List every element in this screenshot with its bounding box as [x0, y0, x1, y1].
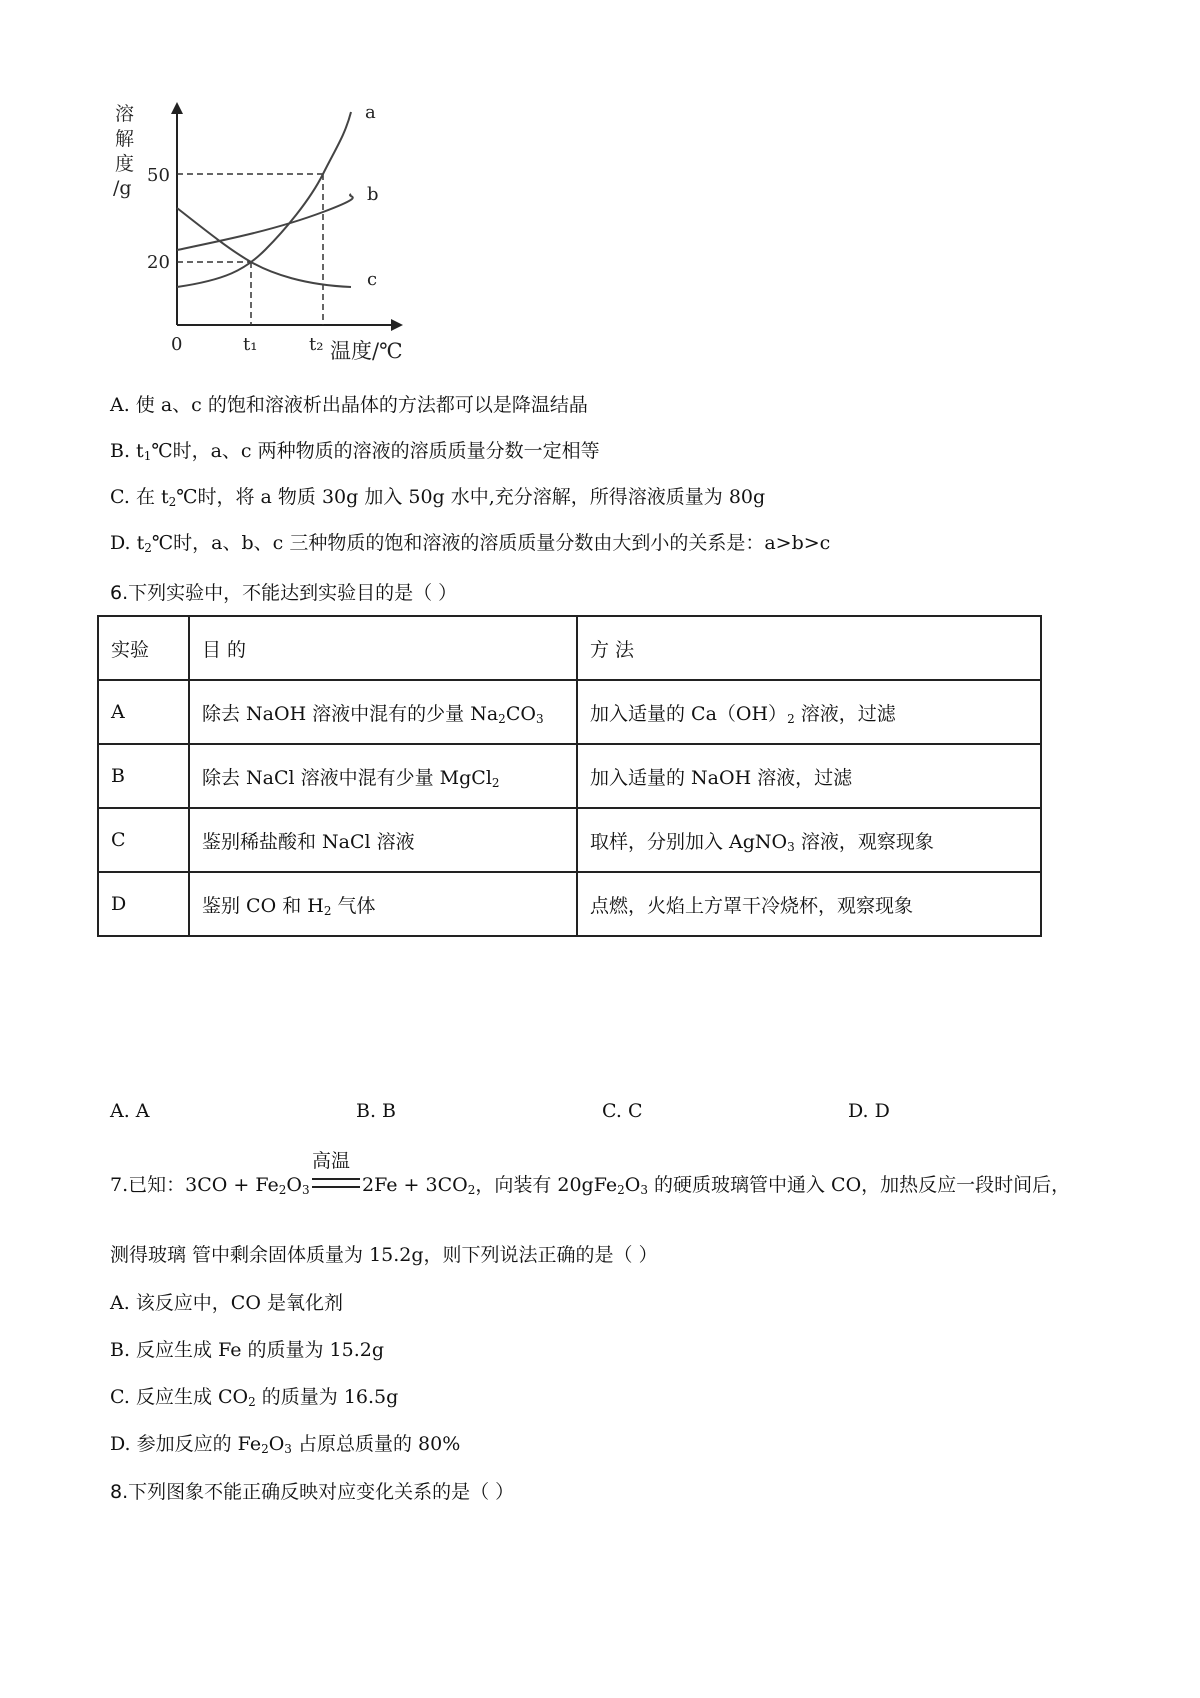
table-row: [98, 808, 1041, 872]
series-label-b: b: [367, 184, 379, 205]
q7-option-b: B. 反应生成 Fe 的质量为 15.2g: [110, 1339, 385, 1361]
q5-option-a: A. 使 a、c 的饱和溶液析出晶体的方法都可以是降温结晶: [110, 394, 588, 416]
cell-experiment: A: [98, 680, 189, 744]
q7-stem-equation: 7.已知：$3CO + Fe_2O_3$: [110, 1174, 310, 1197]
reaction-equals-sign: [312, 1178, 360, 1188]
curve-a: [177, 112, 351, 287]
cell-purpose: 鉴别稀盐酸和 NaCl 溶液: [189, 808, 577, 872]
answer-choice-b: B. B: [356, 1100, 397, 1122]
cell-purpose: 除去 NaCl 溶液中混有少量 MgCl$_2$: [189, 744, 577, 808]
cell-purpose: 鉴别 CO 和 $H_2$ 气体: [189, 872, 577, 936]
q7-option-c: C. 反应生成 $CO_2$ 的质量为 16.5g: [110, 1386, 399, 1409]
cell-method: 加入适量的 NaOH 溶液，过滤: [577, 744, 1041, 808]
header-purpose: 目 的: [189, 616, 577, 680]
answer-choice-d: D. D: [848, 1100, 890, 1122]
q5-option-d: D. $t_2℃$时，a、b、c 三种物质的饱和溶液的溶质质量分数由大到小的关系是：a>b>c: [110, 532, 831, 555]
y-axis-label-char: /g: [113, 177, 132, 199]
q6-stem: 6.下列实验中，不能达到实验目的是（ ）: [110, 582, 458, 604]
x-tick-t1: t₁: [243, 334, 258, 355]
x-tick-t2: t₂: [309, 334, 324, 355]
cell-experiment: B: [98, 744, 189, 808]
table-row: [98, 872, 1041, 936]
x-axis-label: 温度/℃: [330, 339, 403, 363]
y-tick-20: 20: [147, 252, 170, 273]
table-row: [98, 680, 1041, 744]
cell-method: 加入适量的 $Ca(OH)_2$ 溶液，过滤: [577, 680, 1041, 744]
answer-choice-c: C. C: [602, 1100, 643, 1122]
cell-method: 取样，分别加入 AgNO$_3$ 溶液，观察现象: [577, 808, 1041, 872]
y-tick-50: 50: [147, 165, 170, 186]
y-axis-label-char: 度: [115, 153, 135, 175]
cell-experiment: C: [98, 808, 189, 872]
q7-option-a: A. 该反应中，CO 是氧化剂: [110, 1292, 343, 1314]
q7-stem-line2: 测得玻璃 管中剩余固体质量为 15.2g，则下列说法正确的是（ ）: [110, 1244, 658, 1266]
q5-option-b: B. $t_1℃$时，a、c 两种物质的溶液的溶质质量分数一定相等: [110, 440, 600, 463]
table-row: [98, 744, 1041, 808]
y-axis-label-char: 溶: [115, 103, 135, 125]
curve-c: [177, 208, 351, 287]
reaction-condition: 高温: [312, 1150, 351, 1172]
q7-stem-products: $2Fe + 3CO_2$，向装有 $20gFe_2O_3$ 的硬质玻璃管中通入 CO，加热反应一段时间后，: [362, 1174, 1071, 1197]
y-axis-label-char: 解: [115, 128, 135, 150]
x-axis-arrow: [391, 319, 403, 331]
cell-method: 点燃，火焰上方罩干冷烧杯，观察现象: [577, 872, 1041, 936]
curve-b: [177, 194, 353, 250]
series-label-a: a: [365, 102, 376, 123]
q8-stem: 8.下列图象不能正确反映对应变化关系的是（ ）: [110, 1481, 515, 1503]
answer-choice-a: A. A: [110, 1100, 150, 1122]
cell-purpose: 除去 NaOH 溶液中混有的少量 $Na_2CO_3$: [189, 680, 577, 744]
solubility-chart: [105, 100, 425, 365]
series-label-c: c: [367, 269, 378, 290]
q6-table: [97, 615, 1042, 937]
cell-experiment: D: [98, 872, 189, 936]
q7-option-d: D. 参加反应的 $Fe_2O_3$ 占原总质量的 80%: [110, 1433, 461, 1456]
x-tick-0: 0: [171, 334, 183, 355]
q5-option-c: C. 在 $t_2℃$时，将 a 物质 30g 加入 50g 水中,充分溶解，所得溶液质量为 80g: [110, 486, 766, 509]
y-axis-arrow: [171, 102, 183, 114]
header-experiment: 实验: [98, 616, 189, 680]
header-method: 方 法: [577, 616, 1041, 680]
table-header-row: [98, 616, 1041, 680]
